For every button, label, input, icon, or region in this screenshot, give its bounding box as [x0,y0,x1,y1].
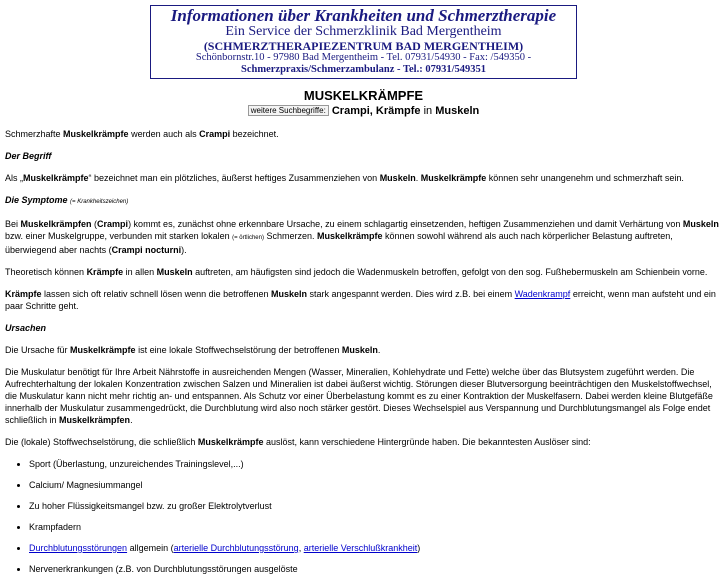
list-item: • Durchblutungsstörungen allgemein (arterielle Durchblutungsstörung, arterielle Verschlußkrankheit) [29,542,720,554]
muscle-location-paragraph: Theoretisch können Krämpfe in allen Muskeln auftreten, am häufigsten sind jedoch die Wadenmuskeln betroffen, gefolgt von den sog. Fußhebermuskeln am Schienbein vorne. [5,267,708,277]
search-terms-label: weitere Suchbegriffe: [248,105,329,116]
heading-begriff: Der Begriff [5,151,52,161]
list-item: • Zu hoher Flüssigkeitsmangel bzw. zu großer Elektrolytverlust [29,500,720,512]
search-term-muskeln: Muskeln [435,105,480,117]
list-item: • Krampfadern [29,521,720,533]
banner-service: Ein Service der Schmerzklinik Bad Mergentheim [225,24,502,39]
banner-phone: Schmerzpraxis/Schmerzambulanz - Tel.: 07931/549351 [241,63,486,75]
symptome-paragraph: Bei Muskelkrämpfen (Crampi) kommt es, zunächst ohne erkennbare Ursache, zu einem schlagartig einsetzenden, heftigen Zusammenziehen und damit Verhärtung von Muskeln bzw. einer Muskelgruppe, verbunden mit starken lokalen (= örtlichen) Schmerzen. Muskelkrämpfe können sowohl während als auch nach körperlicher Belastung auftreten, überwiegend aber nachts (Crampi nocturni). [5,219,719,255]
wadenkrampf-link[interactable]: Wadenkrampf [514,289,571,299]
article-body [5,128,720,584]
intro-paragraph: Schmerzhafte Muskelkrämpfe werden auch als Crampi bezeichnet. [5,129,279,139]
arterielle-verschlusskrankheit-link[interactable]: arterielle Verschlußkrankheit [303,543,418,553]
banner-center: (SCHMERZTHERAPIEZENTRUM BAD MERGENTHEIM) [203,39,524,53]
connector: in [420,105,436,117]
page-title: MUSKELKRÄMPFE [303,88,424,103]
begriff-paragraph: Als „Muskelkrämpfe“ bezeichnet man ein plötzliches, äußerst heftiges Zusammenziehen von Muskeln. Muskelkrämpfe können sehr unangenehm und schmerzhaft sein. [5,173,684,183]
search-term-kraempfe: Krämpfe [375,105,421,117]
list-item: • Nervenerkrankungen (z.B. von Durchblutungsstörungen ausgelöste [29,563,720,575]
separator: , [369,105,376,117]
banner-title: Informationen über Krankheiten und Schmerztherapie [170,6,557,25]
durchblutungsstoerungen-link[interactable]: Durchblutungsstörungen [29,543,128,553]
list-item: • Sport (Überlastung, unzureichendes Trainingslevel,...) [29,458,720,470]
triggers-intro-paragraph: Die (lokale) Stoffwechselstörung, die schließlich Muskelkrämpfe auslöst, kann verschiedene Hintergründe haben. Die bekanntesten Auslöser sind: [5,437,591,447]
search-term-crampi: Crampi [331,105,370,117]
cause-paragraph: Die Ursache für Muskelkrämpfe ist eine lokale Stoffwechselstörung der betroffenen Muskeln. [5,345,381,355]
banner-address: Schönbornstr.10 - 97980 Bad Mergentheim - Tel. 07931/54930 - Fax: /549350 - [195,52,532,63]
heading-symptome: Die Symptome (= Krankheitszeichen) [5,195,129,205]
search-terms [0,105,727,117]
heading-ursachen: Ursachen [5,323,47,333]
triggers-list [5,458,720,575]
relief-paragraph: Krämpfe lassen sich oft relativ schnell lösen wenn die betroffenen Muskeln stark angespannt werden. Dies wird z.B. bei einem Wadenkrampf erreicht, wenn man aufsteht und ein paar Schritte geht. [5,289,716,311]
list-item: • Calcium/ Magnesiummangel [29,479,720,491]
arterielle-durchblutungsstoerung-link[interactable]: arterielle Durchblutungsstörung [173,543,299,553]
header-banner [150,5,577,79]
muscle-metabolism-paragraph: Die Muskulatur benötigt für Ihre Arbeit Nährstoffe in ausreichenden Mengen (Wasser, Mineralien, Kohlehydrate und Fette) welche über das Blutsystem zugeführt werden. Die Aufrechterhaltung der lokalen Konzentration zwischen Salzen und Mineralien ist dabei äußerst wichtig. Störungen dieser Blutversorgung beeinträchtigen den Muskelstoffwechsel, die Muskulatur kann nicht mehr richtig an- und entspannen. Als Schutz vor einer Überbelastung kommt es zu einer Kontraktion der Muskelfasern. Dabei werden kleine Blutgefäße innerhalb der Muskulatur zusammengedrückt, die Durchblutung wird also noch stärker gestört. Dieses Wechselspiel aus Verspannung und Durchblutungsmangel als Folge endet schließlich in Muskelkrämpfen. [5,367,713,425]
